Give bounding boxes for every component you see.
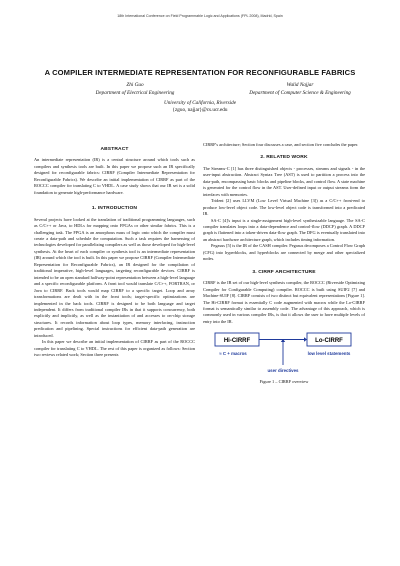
introduction-paragraph: In this paper we describe an initial implementation of CIRRF as part of the ROCCC compiler for translating C to VHDL. The rest of this paper is organized as follows: Section two reviews related work; Section three presents <box>34 339 195 358</box>
related-work-heading: 2. RELATED WORK <box>260 155 308 161</box>
abstract-text: An intermediate representation (IR) is a central structure around which tools such as compilers and synthesis tools are built. In this paper we propose such an IR specifically designed for reconfigurable fabrics: CIRRF (Compiler Intermediate Representation for Reconfigurable Fabrics). We describe an initial implementation of CIRRF as part of the ROCCC compiler for translating C to VHDL. A case study shows that our IR set is a solid foundation to generate high-performance hardware. <box>34 157 195 195</box>
abstract-heading: ABSTRACT <box>100 147 129 152</box>
lo-cirrf-label: Lo-CIRRF <box>315 338 343 345</box>
affiliation <box>0 100 400 114</box>
user-directives-note: user directives <box>267 368 299 374</box>
hi-cirrf-note: ≈ C + macros <box>219 351 247 357</box>
institution: University of California, Riverside <box>163 100 237 106</box>
related-work-paragraph: The Streams-C [1] has three distinguished objects - processes, streams and signals - in the user-input abstraction. Abstract Syntax Tree (AST) is used to partition a process into the data-path, encompassing basic blocks and pipeline blocks, and control flow. A state machine is generated for the control flow in the AST. User-defined input or output streams form the interfaces with memories. <box>203 165 365 197</box>
related-work-paragraph: SA-C [4]'s input is a single-assignment high-level synthesizable language. The SA-C compiler translates loops into a data-dependence and control-flow (DDCF) graph. A DDCF graph is flattened into a token-driven data-flow graph. The DFG is eventually translated into an abstract hardware architecture graph, which includes timing information. <box>203 217 365 242</box>
author-2 <box>215 82 385 96</box>
left-column <box>34 147 195 359</box>
related-work-paragraph: Pegasus [5] is the IR of the CASH compiler. Pegasus decomposes a Control Flow Graph (CFG) into hyperblocks, and hyperblocks are connected by merge and other specialized nodes. <box>203 243 365 262</box>
intro-continuation: CIRRF's architecture; Section four discusses a case, and section five concludes the paper. <box>203 142 359 147</box>
email: {zguo, najjar}@cs.ucr.edu <box>172 106 228 113</box>
cirrf-overview-diagram <box>203 329 365 379</box>
paper-title: A COMPILER INTERMEDIATE REPRESENTATION FOR RECONFIGURABLE FABRICS <box>44 68 356 77</box>
introduction-heading: 1. INTRODUCTION <box>91 206 138 212</box>
lo-cirrf-note: low level statements <box>307 351 351 357</box>
architecture-heading: 3. CIRRF ARCHITECTURE <box>252 269 316 275</box>
related-work-paragraph: Trident [2] uses LLVM (Low Level Virtual Machine [3]) as a C/C++ front-end to produce low-level object code. The low-level object code is transformed into a predicated IR. <box>203 198 365 217</box>
arrow-head-icon <box>304 338 307 342</box>
architecture-paragraph: CIRRF is the IR set of our high-level synthesis compiler, the ROCCC (Riverside Optimizing Compiler for Configurable Computing) compiler. ROCCC is built using SUIF2 [7] and Machine-SUIF [8]. CIRRF consists of two distinct but equivalent representations [Figure 1]. The Hi-CIRRF format is essentially C code augmented with macros while the Lo-CIRRF format is semantically similar to assembly code. The advantage of this approach, which is commonly used in various compiler IRs, is that it allows the user to have multiple levels of entry into the IR. <box>203 280 365 324</box>
right-column <box>203 142 365 385</box>
author-department: Department of Computer Science & Engineering <box>249 90 351 96</box>
author-name: Zhi Guo <box>126 82 144 88</box>
hi-cirrf-label: Hi-CIRRF <box>223 338 251 345</box>
author-department: Department of Electrical Engineering <box>95 90 175 96</box>
running-head: 18th International Conference on Field Programmable Logic and Applications (FPL 2008), Madrid, Spain <box>117 14 283 18</box>
author-name: Walid Najjar <box>286 82 314 88</box>
figure-1 <box>203 329 365 385</box>
author-1 <box>60 82 210 96</box>
introduction-paragraph: Several projects have looked at the translation of traditional programming languages, such as C/C++ or Java, to HDLs for mapping onto FPGAs or other similar fabrics. This is a challenging task. The FPGA is an amorphous mass of logic onto which the compiler must create a data-path and schedule the computation. Such a task requires the harnessing of technologies developed for parallelizing compilers as well as those developed for high-level synthesis. At the heart of each compiler or synthesis tool is an intermediate representation (IR) around which the tool is built. In this paper we propose CIRRF (Compiler Intermediate Representation for Reconfigurable Fabrics), an IR designed for the compilation of traditional imperative, high-level languages, targeting reconfigurable devices. CIRRF is intended to be an open standard halfway-point representation between a high-level language and a specific reconfigurable platform. A front tool would translate C/C++, FORTRAN, or Java to CIRRF. Back tools would map CIRRF to a specific target. Loop and array transformations are dealt with in the front tools; target-specific optimizations are implemented in the back tools. CIRRF is designed to be both language and target independent. It differs from traditional compiler IRs in that it supports concurrency, both explicitly and implicitly, as well as the instantiation of and accesses to on-chip storage structures. It records information about loop types, memory interfacing, instruction predication and pipelining. Special instructions for efficient data-path generation are introduced. <box>34 216 195 338</box>
figure-caption: Figure 1 – CIRRF overview <box>259 379 309 385</box>
